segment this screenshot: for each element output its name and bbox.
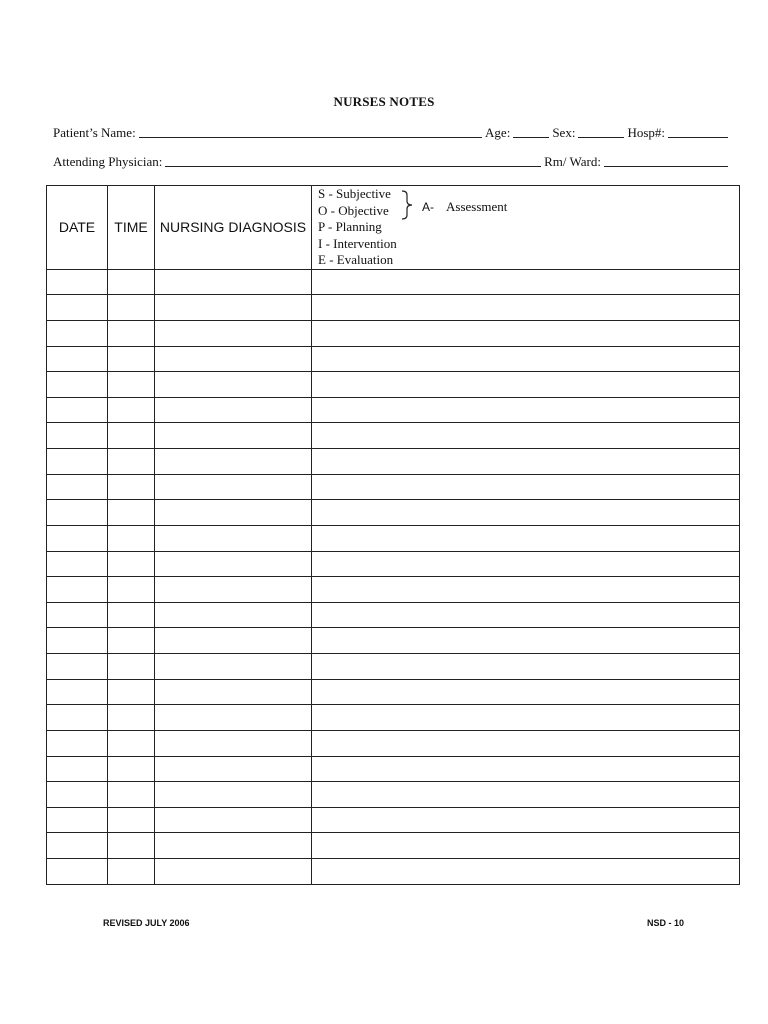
time-cell[interactable] [108, 320, 155, 346]
time-cell[interactable] [108, 679, 155, 705]
date-cell[interactable] [47, 782, 108, 808]
form-title: NURSES NOTES [333, 94, 435, 109]
table-row [47, 679, 740, 705]
table-row [47, 782, 740, 808]
diagnosis-cell[interactable] [155, 577, 312, 603]
rm-ward-label: Rm/ Ward: [544, 154, 601, 169]
date-cell[interactable] [47, 679, 108, 705]
table-row [47, 346, 740, 372]
date-cell[interactable] [47, 372, 108, 398]
diagnosis-cell[interactable] [155, 295, 312, 321]
notes-cell[interactable] [312, 525, 740, 551]
notes-cell[interactable] [312, 269, 740, 295]
nurses-notes-table [46, 185, 740, 885]
date-header: DATE [47, 186, 108, 270]
hosp-label: Hosp#: [627, 125, 665, 140]
notes-cell[interactable] [312, 807, 740, 833]
time-cell[interactable] [108, 782, 155, 808]
diagnosis-cell[interactable] [155, 372, 312, 398]
notes-cell[interactable] [312, 833, 740, 859]
diagnosis-cell[interactable] [155, 679, 312, 705]
diagnosis-cell[interactable] [155, 782, 312, 808]
soapie-planning: P - Planning [318, 219, 382, 234]
table-row [47, 654, 740, 680]
table-row [47, 730, 740, 756]
table-row [47, 833, 740, 859]
time-cell[interactable] [108, 628, 155, 654]
date-cell[interactable] [47, 833, 108, 859]
table-row [47, 525, 740, 551]
notes-cell[interactable] [312, 449, 740, 475]
date-cell[interactable] [47, 730, 108, 756]
date-cell[interactable] [47, 449, 108, 475]
time-cell[interactable] [108, 346, 155, 372]
date-cell[interactable] [47, 628, 108, 654]
time-cell[interactable] [108, 833, 155, 859]
patient-name-field[interactable] [139, 125, 482, 138]
age-field[interactable] [513, 125, 549, 138]
date-cell[interactable] [47, 807, 108, 833]
assessment-label [422, 199, 507, 216]
age-label: Age: [485, 125, 511, 140]
date-cell[interactable] [47, 525, 108, 551]
physician-field[interactable] [165, 154, 541, 167]
time-cell[interactable] [108, 500, 155, 526]
table-row [47, 551, 740, 577]
time-cell[interactable] [108, 730, 155, 756]
notes-cell[interactable] [312, 654, 740, 680]
time-cell[interactable] [108, 372, 155, 398]
time-cell[interactable] [108, 577, 155, 603]
diagnosis-cell[interactable] [155, 705, 312, 731]
date-cell[interactable] [47, 500, 108, 526]
date-cell[interactable] [47, 705, 108, 731]
table-header-row [47, 186, 740, 270]
time-header: TIME [108, 186, 155, 270]
date-cell[interactable] [47, 423, 108, 449]
table-row [47, 295, 740, 321]
notes-cell[interactable] [312, 577, 740, 603]
notes-cell[interactable] [312, 551, 740, 577]
time-cell[interactable] [108, 269, 155, 295]
date-cell[interactable] [47, 551, 108, 577]
date-cell[interactable] [47, 577, 108, 603]
date-cell[interactable] [47, 346, 108, 372]
patient-name-label: Patient’s Name: [53, 125, 136, 140]
notes-cell[interactable] [312, 372, 740, 398]
table-row [47, 397, 740, 423]
notes-cell[interactable] [312, 705, 740, 731]
table-row [47, 449, 740, 475]
date-cell[interactable] [47, 295, 108, 321]
table-row [47, 474, 740, 500]
diagnosis-cell[interactable] [155, 628, 312, 654]
notes-cell[interactable] [312, 397, 740, 423]
table-row [47, 628, 740, 654]
diagnosis-cell[interactable] [155, 449, 312, 475]
physician-label: Attending Physician: [53, 154, 163, 169]
notes-cell[interactable] [312, 628, 740, 654]
sex-field[interactable] [578, 125, 624, 138]
notes-cell[interactable] [312, 859, 740, 885]
table-row [47, 372, 740, 398]
table-row [47, 859, 740, 885]
diagnosis-cell[interactable] [155, 833, 312, 859]
assessment-text: Assessment [446, 199, 508, 214]
diagnosis-cell[interactable] [155, 730, 312, 756]
date-cell[interactable] [47, 269, 108, 295]
table-row [47, 500, 740, 526]
time-cell[interactable] [108, 449, 155, 475]
time-cell[interactable] [108, 295, 155, 321]
soapie-evaluation: E - Evaluation [318, 252, 394, 267]
time-cell[interactable] [108, 423, 155, 449]
rm-ward-field[interactable] [604, 154, 728, 167]
table-body [47, 269, 740, 884]
diagnosis-cell[interactable] [155, 474, 312, 500]
time-cell[interactable] [108, 859, 155, 885]
notes-cell[interactable] [312, 423, 740, 449]
time-cell[interactable] [108, 551, 155, 577]
diagnosis-cell[interactable] [155, 654, 312, 680]
notes-cell[interactable] [312, 602, 740, 628]
right-brace-icon [400, 190, 416, 220]
date-cell[interactable] [47, 756, 108, 782]
soapie-header [312, 186, 740, 270]
time-cell[interactable] [108, 756, 155, 782]
time-cell[interactable] [108, 654, 155, 680]
notes-cell[interactable] [312, 346, 740, 372]
notes-cell[interactable] [312, 500, 740, 526]
table-row [47, 269, 740, 295]
time-cell[interactable] [108, 474, 155, 500]
notes-cell[interactable] [312, 295, 740, 321]
date-cell[interactable] [47, 474, 108, 500]
sex-label: Sex: [552, 125, 576, 140]
diagnosis-cell[interactable] [155, 756, 312, 782]
assessment-letter: A- [422, 200, 434, 214]
notes-cell[interactable] [312, 679, 740, 705]
time-cell[interactable] [108, 525, 155, 551]
diagnosis-cell[interactable] [155, 859, 312, 885]
diagnosis-cell[interactable] [155, 551, 312, 577]
table-row [47, 756, 740, 782]
notes-cell[interactable] [312, 730, 740, 756]
diagnosis-cell[interactable] [155, 346, 312, 372]
revision-note: REVISED JULY 2006 [103, 918, 190, 928]
notes-cell[interactable] [312, 320, 740, 346]
form-code: NSD - 10 [646, 918, 684, 928]
diagnosis-cell[interactable] [155, 320, 312, 346]
notes-cell[interactable] [312, 474, 740, 500]
time-cell[interactable] [108, 705, 155, 731]
diagnosis-cell[interactable] [155, 500, 312, 526]
diagnosis-cell[interactable] [155, 269, 312, 295]
date-cell[interactable] [47, 859, 108, 885]
time-cell[interactable] [108, 807, 155, 833]
diagnosis-cell[interactable] [155, 525, 312, 551]
diagnosis-cell[interactable] [155, 807, 312, 833]
physician-info-line [53, 153, 728, 170]
patient-info-line [53, 124, 728, 141]
notes-cell[interactable] [312, 782, 740, 808]
soapie-subjective: S - Subjective [318, 186, 391, 201]
notes-cell[interactable] [312, 756, 740, 782]
time-cell[interactable] [108, 602, 155, 628]
hosp-field[interactable] [668, 125, 728, 138]
date-cell[interactable] [47, 654, 108, 680]
table-row [47, 705, 740, 731]
table-row [47, 807, 740, 833]
diagnosis-header: NURSING DIAGNOSIS [155, 186, 312, 270]
diagnosis-cell[interactable] [155, 602, 312, 628]
table-row [47, 602, 740, 628]
date-cell[interactable] [47, 320, 108, 346]
date-cell[interactable] [47, 602, 108, 628]
soapie-objective: O - Objective [318, 202, 389, 218]
table-row [47, 320, 740, 346]
diagnosis-cell[interactable] [155, 423, 312, 449]
diagnosis-cell[interactable] [155, 397, 312, 423]
time-cell[interactable] [108, 397, 155, 423]
soapie-intervention: I - Intervention [318, 235, 397, 251]
date-cell[interactable] [47, 397, 108, 423]
table-row [47, 577, 740, 603]
table-row [47, 423, 740, 449]
